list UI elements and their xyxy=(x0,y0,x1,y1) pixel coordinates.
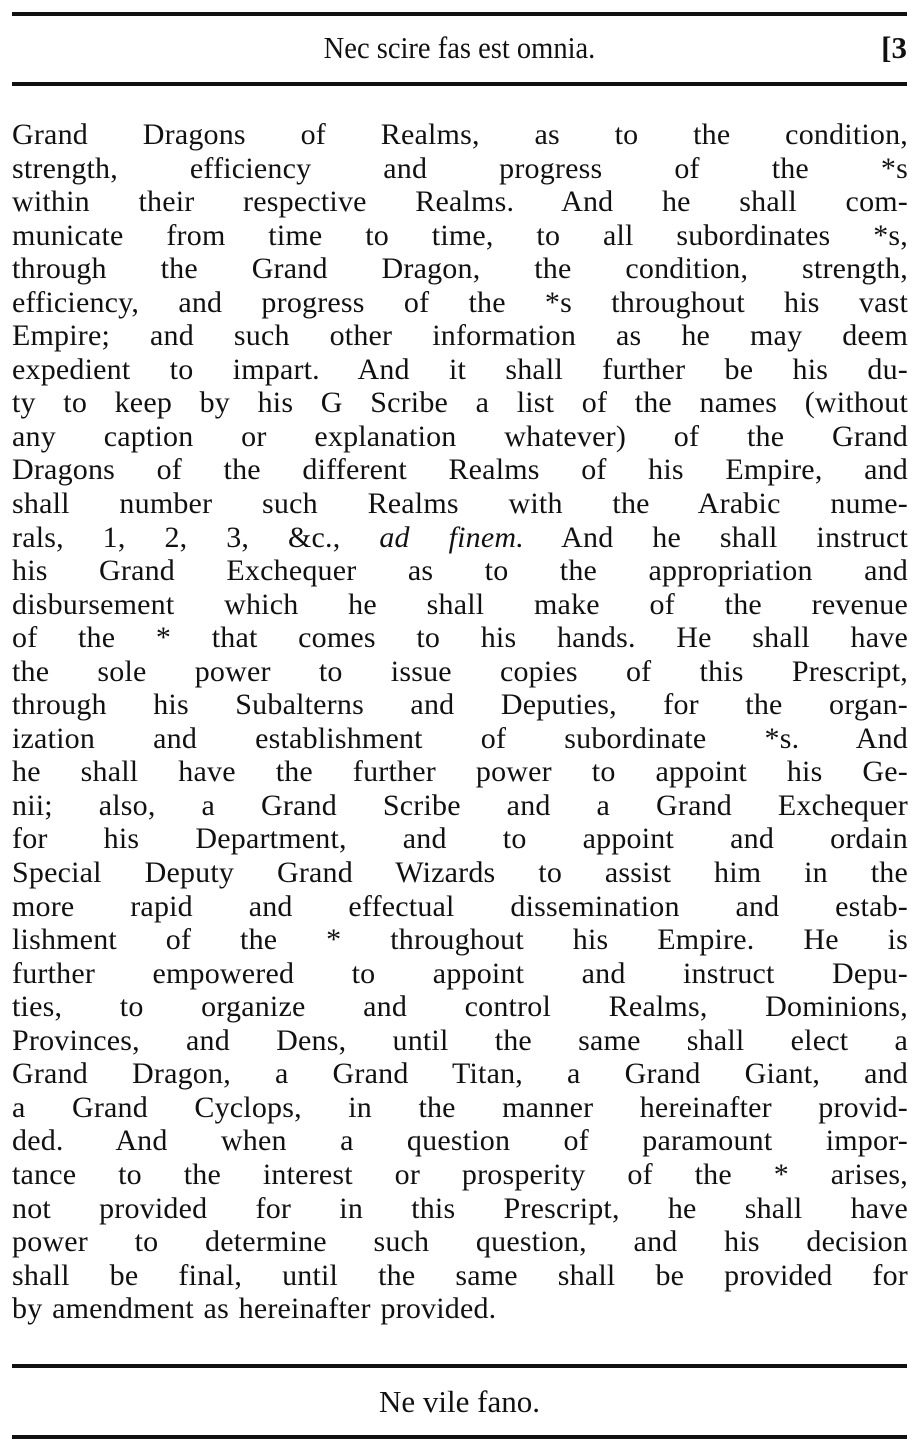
text-line: Dragons of the different Realms of his Empire, and xyxy=(12,453,908,487)
text-line: ization and establishment of subordinate *s. And xyxy=(12,721,908,755)
text-line: Provinces, and Dens, until the same shall elect a xyxy=(12,1023,908,1057)
text-line: shall number such Realms with the Arabic nume- xyxy=(12,487,908,521)
header-bottom-rule xyxy=(12,82,907,86)
body-paragraph xyxy=(12,118,908,1326)
text-line: through his Subalterns and Deputies, for the organ- xyxy=(12,688,908,722)
text-line-final: by amendment as hereinafter provided. xyxy=(12,1292,497,1326)
text-line: further empowered to appoint and instruct Depu- xyxy=(12,956,908,990)
header-top-rule xyxy=(12,12,907,16)
text-line: a Grand Cyclops, in the manner hereinafter provid- xyxy=(12,1090,908,1124)
page-marker: [3 xyxy=(881,30,907,65)
text-line: municate from time to time, to all subordinates *s, xyxy=(12,218,908,252)
italic-phrase-ad-finem: ad finem. xyxy=(379,520,524,554)
text-line: ties, to organize and control Realms, Dominions, xyxy=(12,990,908,1024)
text-segment: And he shall instruct xyxy=(523,520,909,554)
text-line: expedient to impart. And it shall further be his du- xyxy=(12,352,908,386)
text-line: strength, efficiency and progress of the *s xyxy=(12,151,908,185)
running-foot-motto: Ne vile fano. xyxy=(379,1384,540,1419)
text-line: any caption or explanation whatever) of the Grand xyxy=(12,419,908,453)
text-line: efficiency, and progress of the *s throughout his vast xyxy=(12,285,908,319)
text-line: he shall have the further power to appoint his Ge- xyxy=(12,755,908,789)
text-line: disbursement which he shall make of the revenue xyxy=(12,587,908,621)
text-line: within their respective Realms. And he shall com- xyxy=(12,185,908,219)
text-line: Grand Dragon, a Grand Titan, a Grand Giant, and xyxy=(12,1057,908,1091)
text-line: of the * that comes to his hands. He shall have xyxy=(12,621,908,655)
text-line: ty to keep by his G Scribe a list of the names (without xyxy=(12,386,908,420)
text-line: Special Deputy Grand Wizards to assist him in the xyxy=(12,856,908,890)
text-line: the sole power to issue copies of this Prescript, xyxy=(12,654,908,688)
text-line: for his Department, and to appoint and ordain xyxy=(12,822,908,856)
text-line: not provided for in this Prescript, he shall have xyxy=(12,1191,908,1225)
text-line: more rapid and effectual dissemination and estab- xyxy=(12,889,908,923)
footer-bottom-rule xyxy=(12,1435,907,1439)
footer-top-rule xyxy=(12,1364,907,1368)
text-line: tance to the interest or prosperity of the * arises, xyxy=(12,1157,908,1191)
text-line: nii; also, a Grand Scribe and a Grand Exchequer xyxy=(12,788,908,822)
text-line: shall be final, until the same shall be provided for xyxy=(12,1258,908,1292)
text-line: ded. And when a question of paramount impor- xyxy=(12,1124,908,1158)
running-head-title: Nec scire fas est omnia. xyxy=(323,30,596,65)
text-line: power to determine such question, and his decision xyxy=(12,1225,908,1259)
text-line-with-italic xyxy=(12,521,908,555)
text-line: his Grand Exchequer as to the appropriation and xyxy=(12,554,908,588)
text-line: Grand Dragons of Realms, as to the condition, xyxy=(12,118,908,151)
text-line: lishment of the * throughout his Empire. He is xyxy=(12,923,908,957)
text-segment: rals, 1, 2, 3, &c., xyxy=(12,520,380,554)
text-line: Empire; and such other information as he may deem xyxy=(12,319,908,353)
text-line: through the Grand Dragon, the condition, strength, xyxy=(12,252,908,286)
